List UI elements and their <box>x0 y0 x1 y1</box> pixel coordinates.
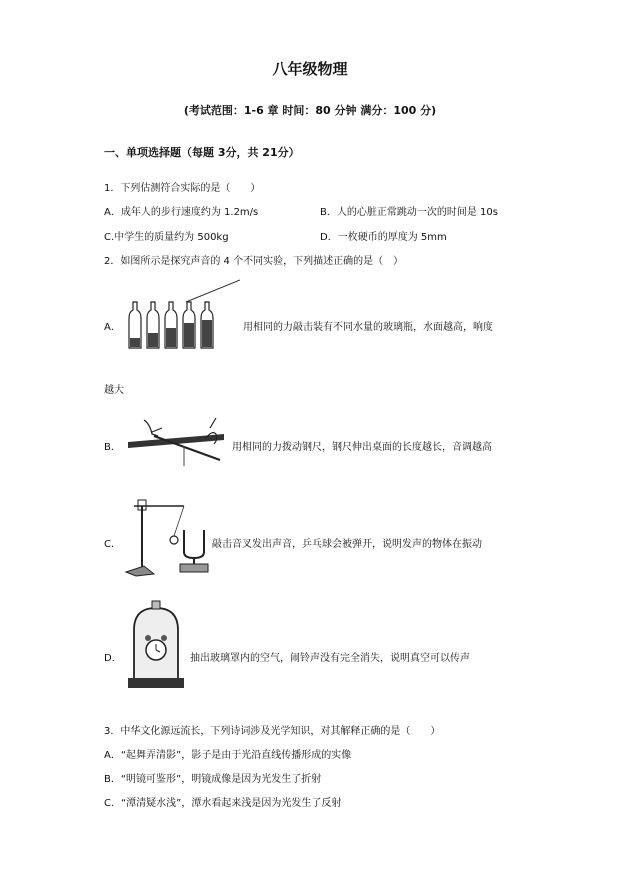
q2-option-a-label: A． <box>104 322 121 333</box>
glass-bottles-figure <box>124 278 240 350</box>
q2-option-a-continuation: 越大 <box>104 385 124 396</box>
option-label: A． <box>104 750 121 761</box>
q2-option-a-text: 用相同的力敲击装有不同水量的玻璃瓶，水面越高，响度 <box>243 322 493 333</box>
section-heading: 一、单项选择题（每题 3分，共 21分） <box>104 146 300 159</box>
option-label: A． <box>104 207 121 218</box>
steel-ruler-figure <box>124 412 230 468</box>
bell-jar-figure <box>124 598 188 692</box>
option-label: C． <box>104 798 121 809</box>
question-1-stem: 1．下列估测符合实际的是（ ） <box>104 183 261 194</box>
exam-info: (考试范围：1-6 章 时间：80 分钟 满分：100 分) <box>183 104 437 117</box>
q2-option-d-text: 抽出玻璃罩内的空气，闹铃声没有完全消失，说明真空可以传声 <box>190 653 470 664</box>
q1-option-c <box>104 228 229 243</box>
question-3-stem: 3．中华文化源远流长，下列诗词涉及光学知识，对其解释正确的是（ ） <box>104 726 441 737</box>
option-label: C. <box>104 232 115 243</box>
q2-option-c-text: 敲击音叉发出声音，乒乓球会被弹开，说明发声的物体在振动 <box>212 539 482 550</box>
option-text: “潭清疑水浅”，潭水看起来浅是因为光发生了反射 <box>120 798 342 809</box>
option-label: B． <box>320 207 337 218</box>
q2-option-b-text: 用相同的力拨动钢尺，钢尺伸出桌面的长度越长，音调越高 <box>232 442 492 453</box>
page-title: 八年级物理 <box>272 60 348 78</box>
option-text: 人的心脏正常跳动一次的时间是 10s <box>336 207 498 218</box>
option-text: 成年人的步行速度约为 1.2m/s <box>120 207 259 218</box>
option-text: “起舞弄清影”，影子是由于光沿直线传播形成的实像 <box>120 750 352 761</box>
q1-option-d <box>320 228 447 243</box>
q2-option-d-label: D． <box>104 653 122 664</box>
tuning-fork-figure <box>124 494 210 578</box>
q1-option-b <box>320 203 498 218</box>
option-text: “明镜可鉴形”，明镜成像是因为光发生了折射 <box>120 774 322 785</box>
option-text: 一枚硬币的厚度为 5mm <box>337 232 447 243</box>
q1-option-a <box>104 203 258 218</box>
q3-option-c <box>104 794 341 809</box>
question-2-stem: 2．如图所示是探究声音的 4 个不同实验，下列描述正确的是（ ） <box>104 256 404 267</box>
q3-option-a <box>104 746 351 761</box>
q2-option-b-label: B． <box>104 442 121 453</box>
q3-option-b <box>104 770 321 785</box>
q2-option-c-label: C． <box>104 539 121 550</box>
option-label: D． <box>320 232 338 243</box>
option-label: B． <box>104 774 121 785</box>
option-text: 中学生的质量约为 500kg <box>114 232 229 243</box>
